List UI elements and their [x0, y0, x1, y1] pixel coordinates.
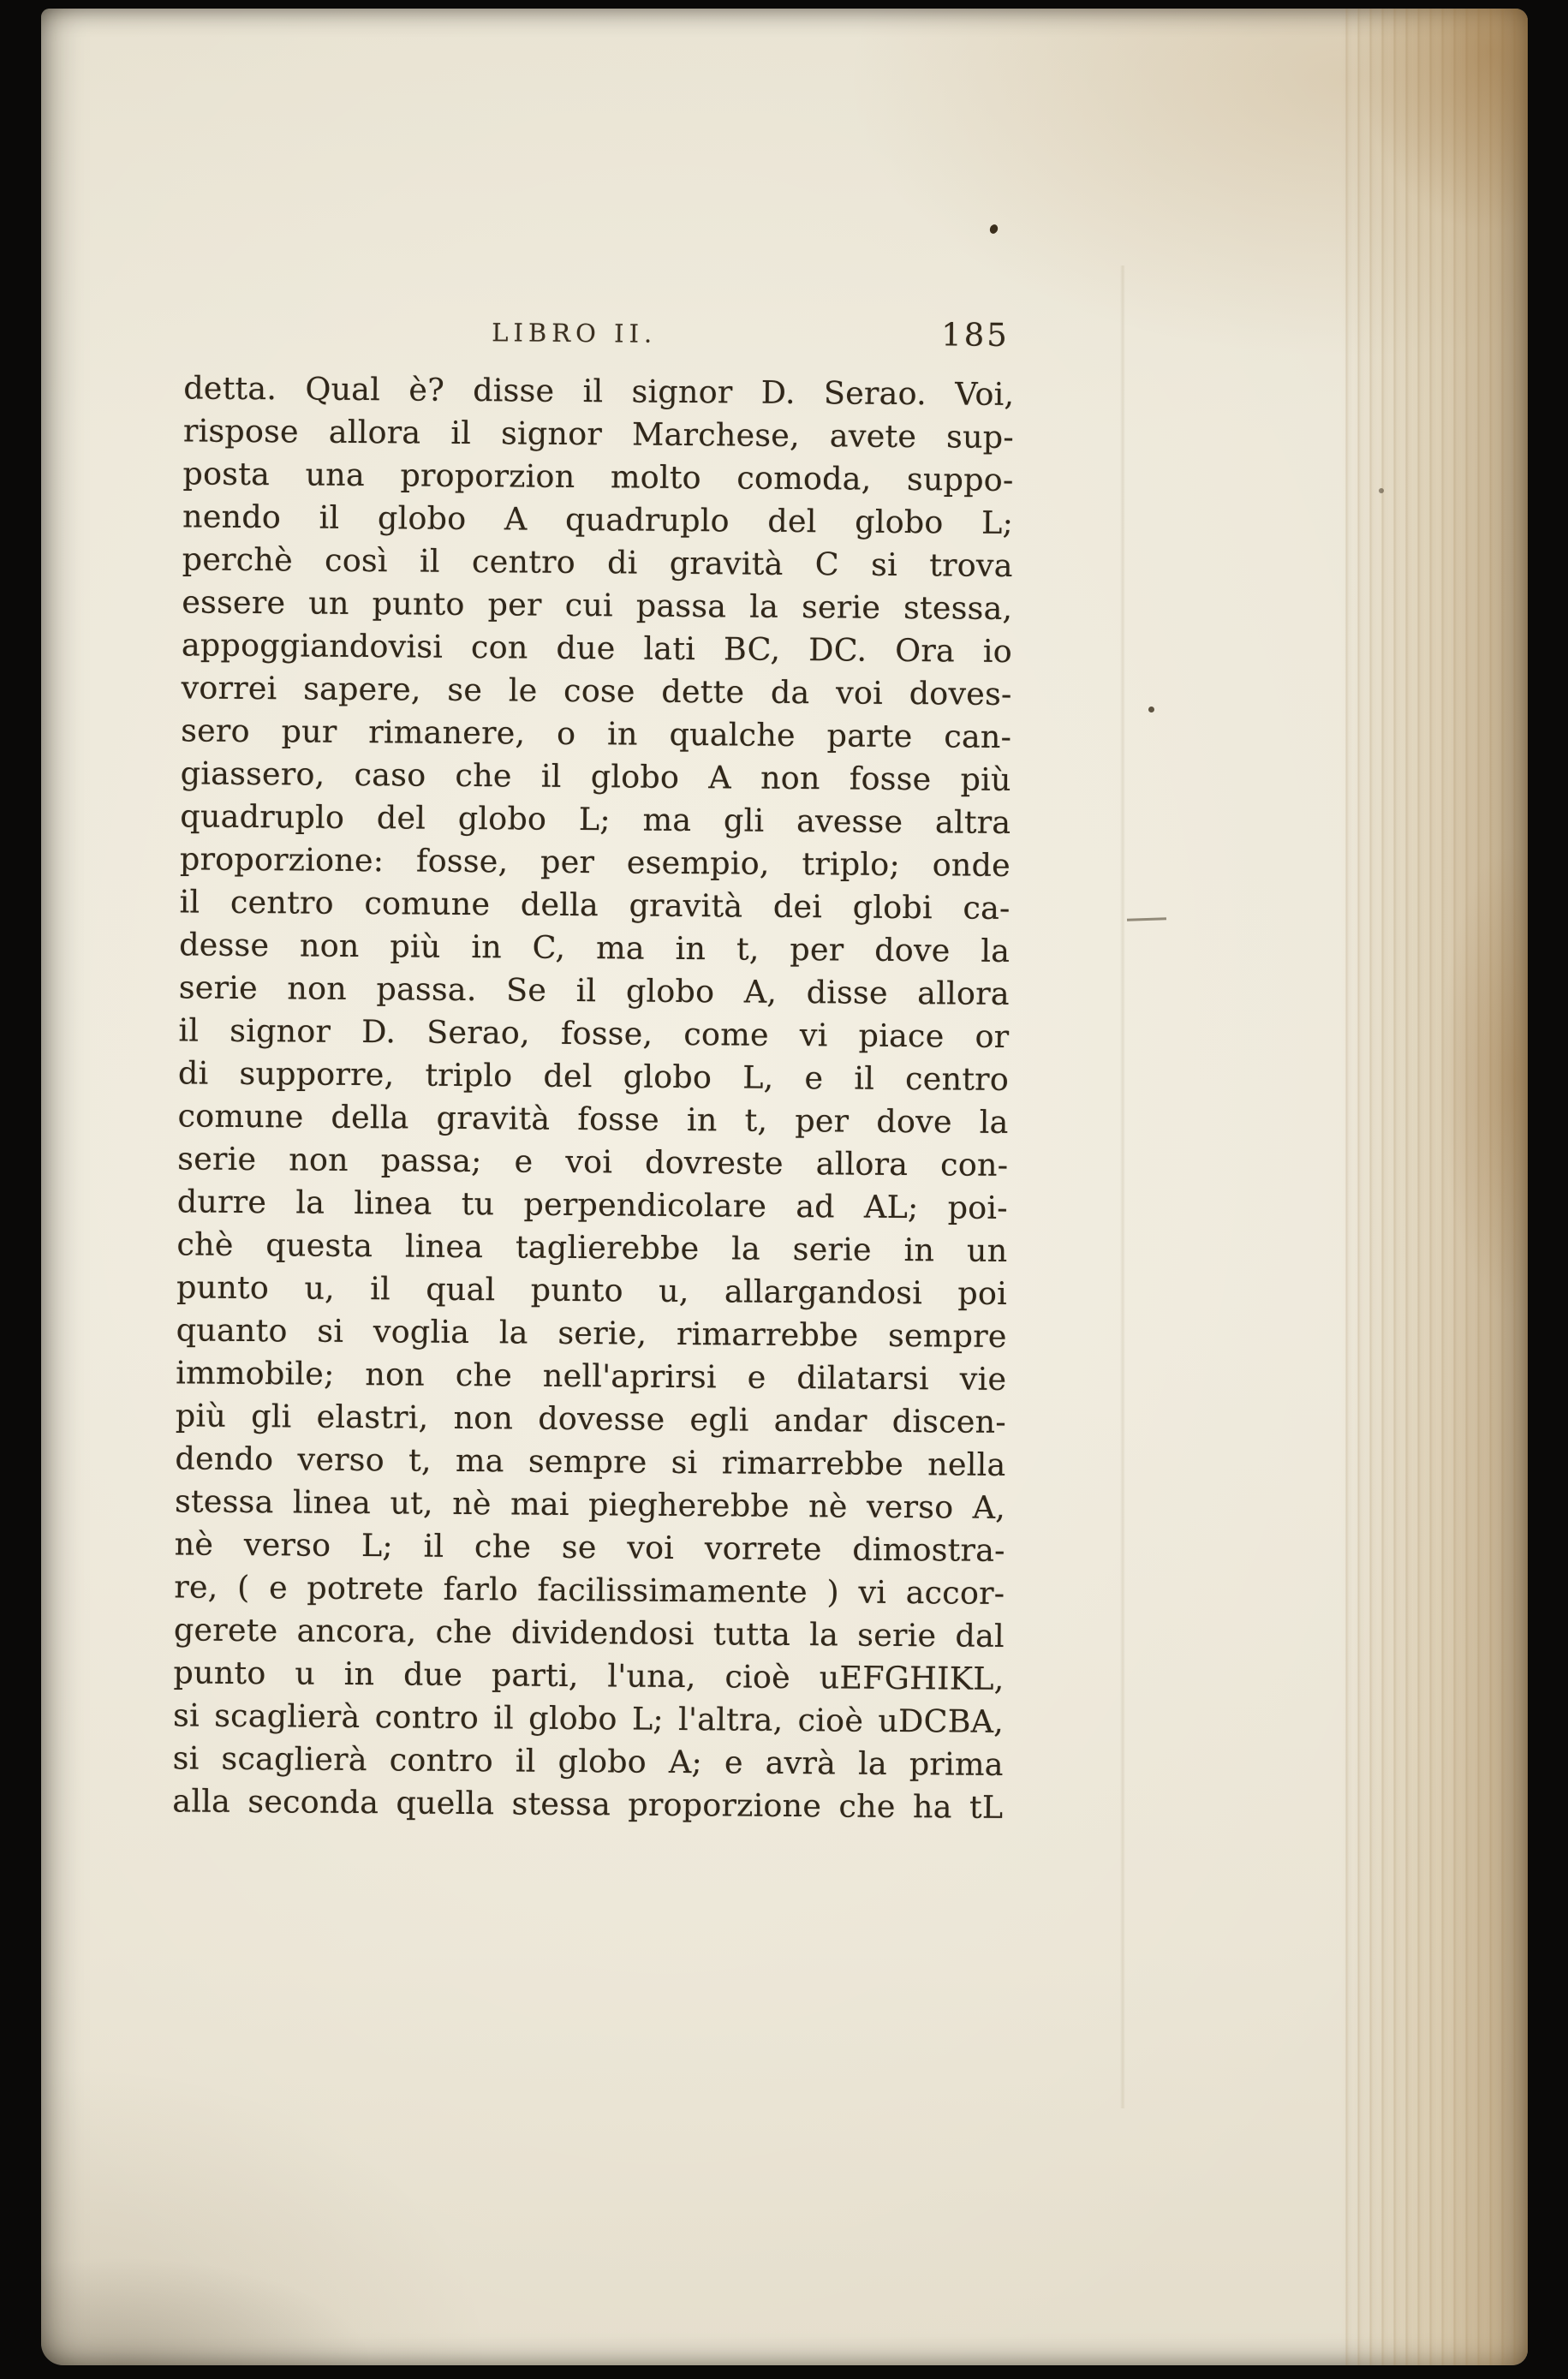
text-line: vorrei sapere, se le cose dette da voi doves- [181, 669, 1012, 713]
book-page [41, 9, 1528, 2365]
text-line: quanto si voglia la serie, rimarrebbe sempre [176, 1311, 1007, 1355]
text-line: appoggiandovisi con due lati BC, DC. Ora io [181, 626, 1013, 670]
text-line: serie non passa; e voi dovreste allora con- [177, 1140, 1009, 1184]
page-curl-shadow [41, 2143, 486, 2365]
text-line: punto u, il qual punto u, allargandosi poi [176, 1268, 1008, 1312]
text-line: serie non passa. Se il globo A, disse allora [178, 969, 1010, 1012]
paper-crease [1120, 265, 1125, 2108]
running-header [184, 308, 1015, 363]
ink-speck [1379, 488, 1384, 493]
text-line: re, ( e potrete farlo facilissimamente ) vi accor- [174, 1568, 1005, 1612]
page-number: 185 [941, 316, 1010, 354]
margin-dash-mark [1127, 917, 1166, 921]
page-text [172, 308, 1015, 1829]
ink-speck [1148, 707, 1154, 713]
text-line: punto u in due parti, l'una, cioè uEFGHIKL, [173, 1654, 1005, 1697]
body-text [172, 367, 1014, 1829]
text-line: sero pur rimanere, o in qualche parte can- [180, 712, 1012, 755]
text-line: chè questa linea taglierebbe la serie in un [176, 1225, 1008, 1269]
text-line: stessa linea ut, nè mai piegherebbe nè verso A, [174, 1482, 1006, 1526]
text-line: di supporre, triplo del globo L, e il centro [177, 1054, 1010, 1098]
text-line: il centro comune della gravità dei globi ca- [179, 883, 1011, 927]
text-line: dendo verso t, ma sempre si rimarrebbe nella [175, 1440, 1006, 1483]
text-line: nè verso L; il che se voi vorrete dimostra- [174, 1525, 1005, 1569]
text-line: essere un punto per cui passa la serie stessa, [182, 583, 1013, 627]
text-line: perchè così il centro di gravità C si trova [182, 540, 1013, 584]
text-line: gerete ancora, che dividendosi tutta la serie dal [173, 1611, 1005, 1655]
text-line: più gli elastri, non dovesse egli andar discen- [175, 1397, 1007, 1440]
text-line: quadruplo del globo L; ma gli avesse altra [180, 797, 1011, 841]
stain-right-middle [1356, 779, 1528, 1379]
text-line: nendo il globo A quadruplo del globo L; [182, 498, 1014, 541]
text-line: rispose allora il signor Marchese, avete sup- [182, 412, 1015, 456]
text-line: durre la linea tu perpendicolare ad AL; poi- [176, 1183, 1008, 1226]
text-line: si scaglierà contro il globo L; l'altra, cioè uDCBA, [172, 1696, 1005, 1740]
text-line: desse non più in C, ma in t, per dove la [179, 926, 1011, 969]
text-line: proporzione: fosse, per esempio, triplo; onde [179, 840, 1011, 884]
text-line: il signor D. Serao, fosse, come vi piace or [178, 1011, 1010, 1055]
text-line: immobile; non che nell'aprirsi e dilatarsi vie [176, 1354, 1007, 1398]
ink-speck [988, 224, 999, 236]
text-line: comune della gravità fosse in t, per dove la [177, 1097, 1009, 1141]
text-line: posta una proporzion molto comoda, suppo- [182, 455, 1014, 498]
text-line: detta. Qual è? disse il signor D. Serao. Voi, [183, 369, 1015, 413]
running-title: LIBRO II. [492, 318, 658, 349]
text-line: giassero, caso che il globo A non fosse più [180, 754, 1011, 798]
text-line: si scaglierà contro il globo A; e avrà la prima [172, 1739, 1004, 1783]
stain-top-right [1271, 9, 1528, 368]
text-line: alla seconda quella stessa proporzione che ha tL [172, 1782, 1004, 1826]
